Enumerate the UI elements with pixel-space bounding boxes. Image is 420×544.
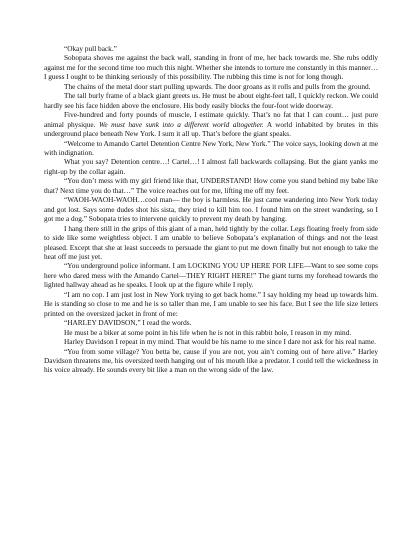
paragraph <box>44 110 378 138</box>
italic-phrase: We must have sunk into a different world altogether. <box>98 119 264 129</box>
paragraph: “I am no cop. I am just lost in New York trying to get back home.” I say holding my head up towards him. He is standing so close to me and he is so taller than me, I am unable to see his face. But I see the life size letters printed on the oversized jacket in front of me: <box>44 289 378 318</box>
paragraph: The tall burly frame of a black giant greets us. He must be about eight-feet tall, I quickly reckon. We could hardly see his face hidden above the enclosure. His body easily blocks the four-foot wide doorway. <box>44 91 378 110</box>
paragraph: I hang there still in the grips of this giant of a man, held tightly by the collar. Legs floating freely from side to side like some weightless object. I am unable to believe Sobopata’s explanation of things and not the least pleased. Except that she at least succeeds to persuade the giant to put me down finally but not enough to take the heat off me just yet. <box>44 223 378 261</box>
paragraph: “You from some village? You betta be, cause if you are not, you ain’t coming out of here alive.” Harley Davidson threatens me, his oversized teeth hanging out of his mouth like a predator. I could tell the wickedness in his voice already. He sounds every bit like a man on the wrong side of the law. <box>44 346 378 375</box>
paragraph-text: A world inhabited by brutes in this underground place beneath New York. I sum it all up. That’s before the giant speaks. <box>44 119 379 139</box>
paragraph: “You underground police informant. I am LOCKING YOU UP HERE FOR LIFE—Want to see some cops here who dared mess with the Amando Cartel—THEY RIGHT HERE!” The giant turns my forehead towards the lighted hallway ahead as he speaks. I look up at the figure while I reply. <box>44 261 378 290</box>
paragraph: Harley Davidson I repeat in my mind. That would be his name to me since I dare not ask for his real name. <box>64 337 376 347</box>
paragraph: The chains of the metal door start pulling upwards. The door groans as it rolls and pulls from the ground. <box>64 81 371 91</box>
paragraph-text: Five-hundred and forty pounds of muscle, I estimate quickly. That’s no fat that I can count… just pure animal physique. <box>44 110 378 129</box>
paragraph: “HARLEY DAVIDSON,” I read the words. <box>64 318 192 328</box>
paragraph: “Welcome to Amando Cartel Detention Centre New York, New York.” The voice says, looking down at me with indignation. <box>44 138 378 157</box>
paragraph: “You don’t mess with my girl friend like that, UNDERSTAND! How come you stand behind my babe like that? Next time you do that…” The voice reaches out for me, lifting me off my feet. <box>44 176 378 195</box>
paragraph: “WAOH-WAOH-WAOH…cool man— the boy is harmless. He just came wandering into New York today and got lost. Says some dudes shot his sista, they tried to kill him too. I found him on the street wandering, so I got me a dog.” Sobopata tries to intervene quickly to prevent my death by hanging. <box>44 195 378 224</box>
paragraph: He must be a biker at some point in his life when he is not in this rabbit hole, I reason in my mind. <box>64 327 352 337</box>
paragraph: What you say? Detention centre…! Cartel…! I almost fall backwards collapsing. But the giant yanks me right-up by the collar again. <box>44 157 378 176</box>
paragraph: Sobopata shoves me against the back wall, standing in front of me, her back towards me. She rubs oddly against me for the second time too much this night. Whether she intends to torture me constantly in this manner…I guess I ought to be thinking seriously of this possibility. The rubbing this time is not for long though. <box>44 53 378 82</box>
paragraph: “Okay pull back.” <box>64 44 117 53</box>
